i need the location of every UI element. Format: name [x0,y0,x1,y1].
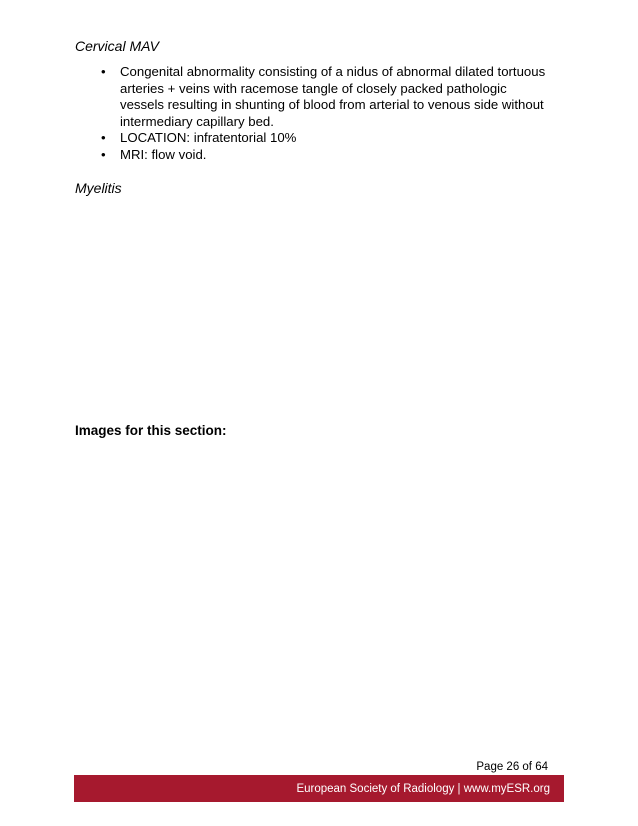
footer-organization-text: European Society of Radiology | www.myESR.org [296,783,550,795]
bullet-text: MRI: flow void. [120,146,207,162]
bullet-icon: • [101,146,106,162]
images-section-heading: Images for this section: [75,423,227,438]
bullet-icon: • [101,64,106,79]
footer-bar [74,775,564,802]
page-number: Page 26 of 64 [476,761,548,773]
list-item [0,64,550,130]
list-item [0,147,550,164]
bullet-text: Congenital abnormality consisting of a nidus of abnormal dilated tortuous arteries + veins with racemose tangle of closely packed pathologic vessels resulting in shunting of blood from arterial to venous side without intermediary capillary bed. [120,64,546,129]
section-title-cervical-mav: Cervical MAV [75,38,160,54]
section-title-myelitis: Myelitis [75,180,122,196]
cervical-mav-bullet-list [0,64,638,163]
bullet-text: LOCATION: infratentorial 10% [120,130,297,145]
list-item [0,130,550,147]
bullet-icon: • [101,130,106,145]
